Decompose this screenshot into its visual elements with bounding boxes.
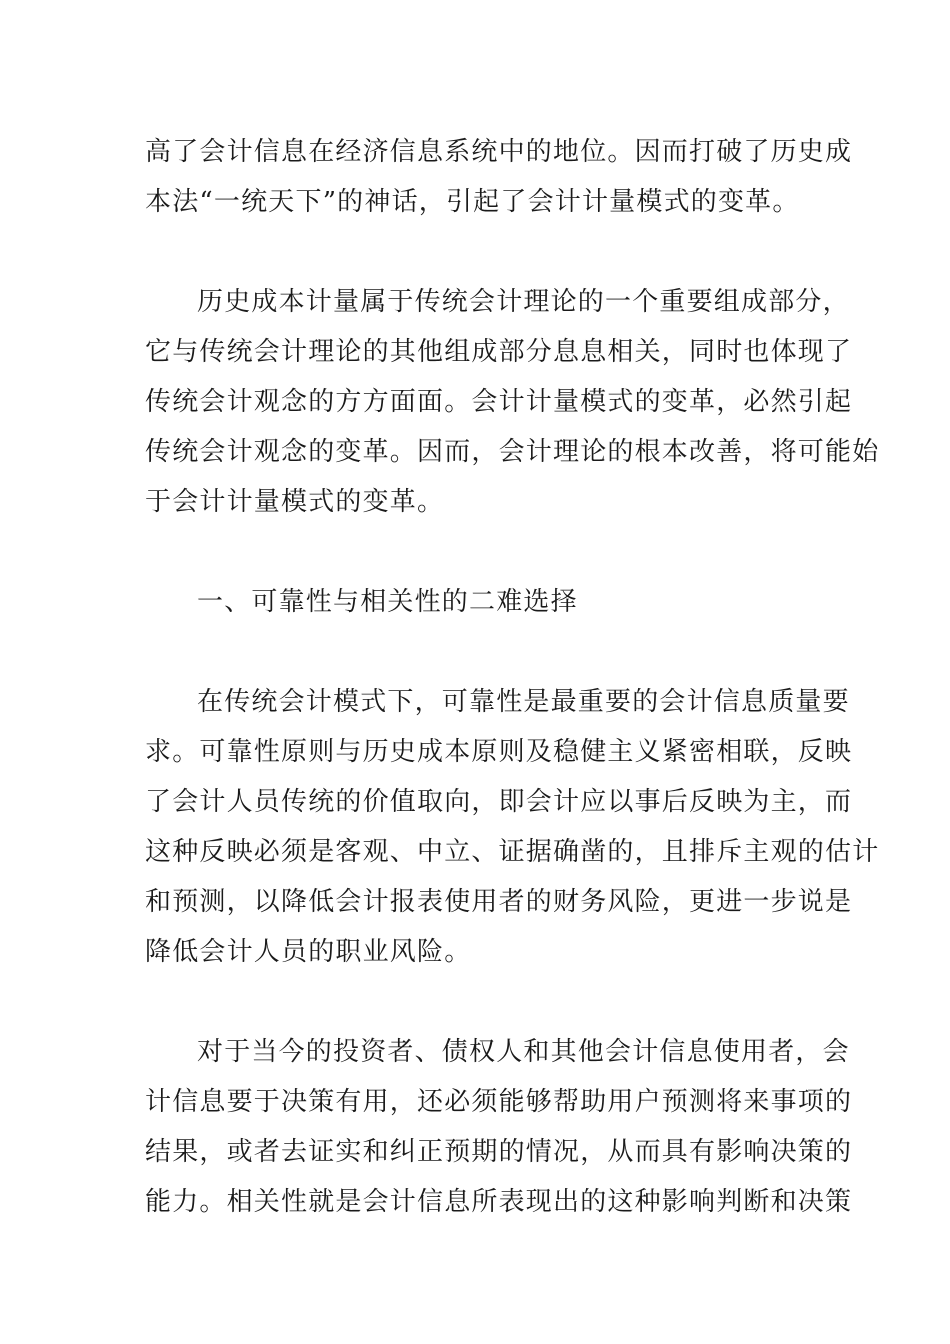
paragraph-4-line-1: 对于当今的投资者、债权人和其他会计信息使用者，会 <box>197 1037 850 1067</box>
paragraph-3-line-1: 在传统会计模式下，可靠性是最重要的会计信息质量要 <box>197 687 850 717</box>
paragraph-4-line-4: 能力。相关性就是会计信息所表现出的这种影响判断和决策 <box>145 1187 853 1217</box>
paragraph-2-line-4: 传统会计观念的变革。因而，会计理论的根本改善，将可能始 <box>145 437 880 467</box>
paragraph-4-line-3: 结果，或者去证实和纠正预期的情况，从而具有影响决策的 <box>145 1137 853 1167</box>
paragraph-3-line-2: 求。可靠性原则与历史成本原则及稳健主义紧密相联，反映 <box>145 737 853 767</box>
paragraph-1-line-2: 本法“一统天下”的神话，引起了会计计量模式的变革。 <box>145 187 800 217</box>
paragraph-4-line-2: 计信息要于决策有用，还必须能够帮助用户预测将来事项的 <box>145 1087 853 1117</box>
paragraph-3-line-3: 了会计人员传统的价值取向，即会计应以事后反映为主，而 <box>145 787 853 817</box>
paragraph-3-line-5: 和预测，以降低会计报表使用者的财务风险，更进一步说是 <box>145 887 853 917</box>
paragraph-2-line-5: 于会计计量模式的变革。 <box>145 487 445 517</box>
paragraph-3-line-6: 降低会计人员的职业风险。 <box>145 937 472 967</box>
paragraph-2-line-3: 传统会计观念的方方面面。会计计量模式的变革，必然引起 <box>145 387 853 417</box>
paragraph-1-line-1: 高了会计信息在经济信息系统中的地位。因而打破了历史成 <box>145 137 853 167</box>
paragraph-2-line-2: 它与传统会计理论的其他组成部分息息相关，同时也体现了 <box>145 337 853 367</box>
section-heading: 一、可靠性与相关性的二难选择 <box>197 587 578 617</box>
paragraph-3-line-4: 这种反映必须是客观、中立、证据确凿的，且排斥主观的估计 <box>145 837 880 867</box>
paragraph-2-line-1: 历史成本计量属于传统会计理论的一个重要组成部分， <box>197 287 850 317</box>
